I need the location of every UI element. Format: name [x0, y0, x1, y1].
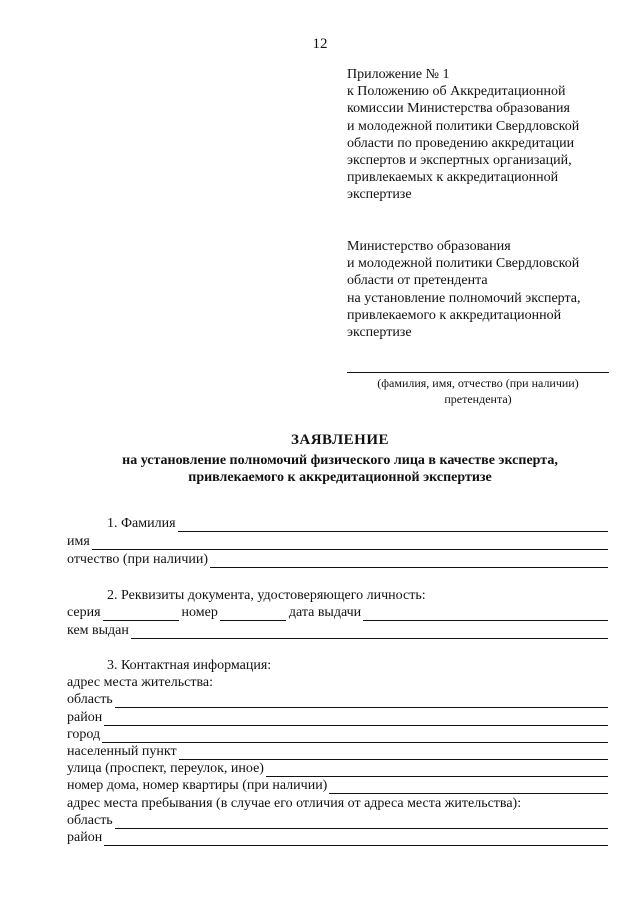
district-row [67, 710, 608, 726]
district-label: район [67, 710, 103, 725]
district-field[interactable] [104, 713, 608, 726]
street-field[interactable] [266, 764, 608, 777]
stay-region-label: область [67, 813, 113, 828]
issue-date-label: дата выдачи [288, 605, 362, 620]
stay-district-row [67, 830, 608, 846]
addressee-line: и молодежной политики Свердловской [347, 256, 580, 272]
patronymic-label: отчество (при наличии) [67, 552, 209, 567]
addressee-block [347, 238, 627, 341]
appendix-line: Приложение № 1 [347, 67, 450, 82]
residence-address-header: адрес места жительства: [67, 675, 213, 690]
stay-address-header: адрес места пребывания (в случае его отличия от адреса места жительства): [67, 796, 522, 811]
document-subtitle-line: привлекаемого к аккредитационной экспертизе [188, 470, 492, 485]
caption-line: (фамилия, имя, отчество (при наличии) [377, 376, 579, 390]
addressee-line: привлекаемого к аккредитационной [347, 307, 562, 323]
city-row [67, 727, 608, 743]
number-label: номер [181, 605, 218, 620]
applicant-name-caption [347, 375, 609, 407]
issued-by-label: кем выдан [67, 623, 129, 638]
surname-label: 1. Фамилия [107, 516, 176, 531]
region-row [67, 692, 608, 708]
stay-region-field[interactable] [115, 816, 608, 829]
appendix-line: области по проведению аккредитации [347, 135, 575, 151]
document-subtitle-line: на установление полномочий физического лица в качестве эксперта, [122, 453, 558, 468]
series-field[interactable] [103, 608, 179, 621]
appendix-line: экспертов и экспертных организаций, [347, 153, 572, 169]
region-label: область [67, 692, 113, 707]
applicant-name-line[interactable] [347, 372, 609, 373]
settlement-field[interactable] [179, 747, 608, 760]
region-field[interactable] [115, 695, 608, 708]
settlement-row [67, 744, 608, 760]
name-field[interactable] [92, 537, 608, 550]
patronymic-row [67, 552, 608, 568]
document-title: ЗАЯВЛЕНИЕ [290, 432, 390, 448]
caption-line: претендента) [444, 392, 512, 406]
number-field[interactable] [220, 608, 286, 621]
section3-title: 3. Контактная информация: [107, 658, 272, 673]
settlement-label: населенный пункт [67, 744, 177, 759]
surname-row [107, 516, 608, 532]
issued-by-row [67, 623, 608, 639]
appendix-line: экспертизе [347, 187, 412, 203]
patronymic-field[interactable] [210, 555, 608, 568]
issued-by-field[interactable] [131, 626, 608, 639]
appendix-note [347, 66, 627, 204]
city-field[interactable] [102, 730, 608, 743]
house-row [67, 778, 608, 794]
section2-title: 2. Реквизиты документа, удостоверяющего личность: [107, 588, 426, 603]
addressee-line: Министерство образования [347, 239, 511, 254]
name-label: имя [67, 534, 90, 549]
series-label: серия [67, 605, 101, 620]
stay-region-row [67, 813, 608, 829]
appendix-line: комиссии Министерства образования [347, 101, 570, 117]
surname-field[interactable] [178, 519, 608, 532]
appendix-line: и молодежной политики Свердловской [347, 118, 580, 134]
city-label: город [67, 727, 101, 742]
addressee-line: на установление полномочий эксперта, [347, 290, 581, 306]
document-details-row [67, 605, 608, 621]
house-label: номер дома, номер квартиры (при наличии) [67, 778, 328, 793]
addressee-line: экспертизе [347, 325, 412, 341]
page-number: 12 [312, 36, 328, 52]
stay-district-label: район [67, 830, 103, 845]
house-field[interactable] [329, 781, 608, 794]
name-row [67, 534, 608, 550]
addressee-line: области от претендента [347, 273, 488, 289]
street-row [67, 761, 608, 777]
appendix-line: к Положению об Аккредитационной [347, 84, 566, 100]
street-label: улица (проспект, переулок, иное) [67, 761, 264, 776]
stay-district-field[interactable] [104, 833, 608, 846]
appendix-line: привлекаемых к аккредитационной [347, 170, 559, 186]
issue-date-field[interactable] [363, 608, 608, 621]
